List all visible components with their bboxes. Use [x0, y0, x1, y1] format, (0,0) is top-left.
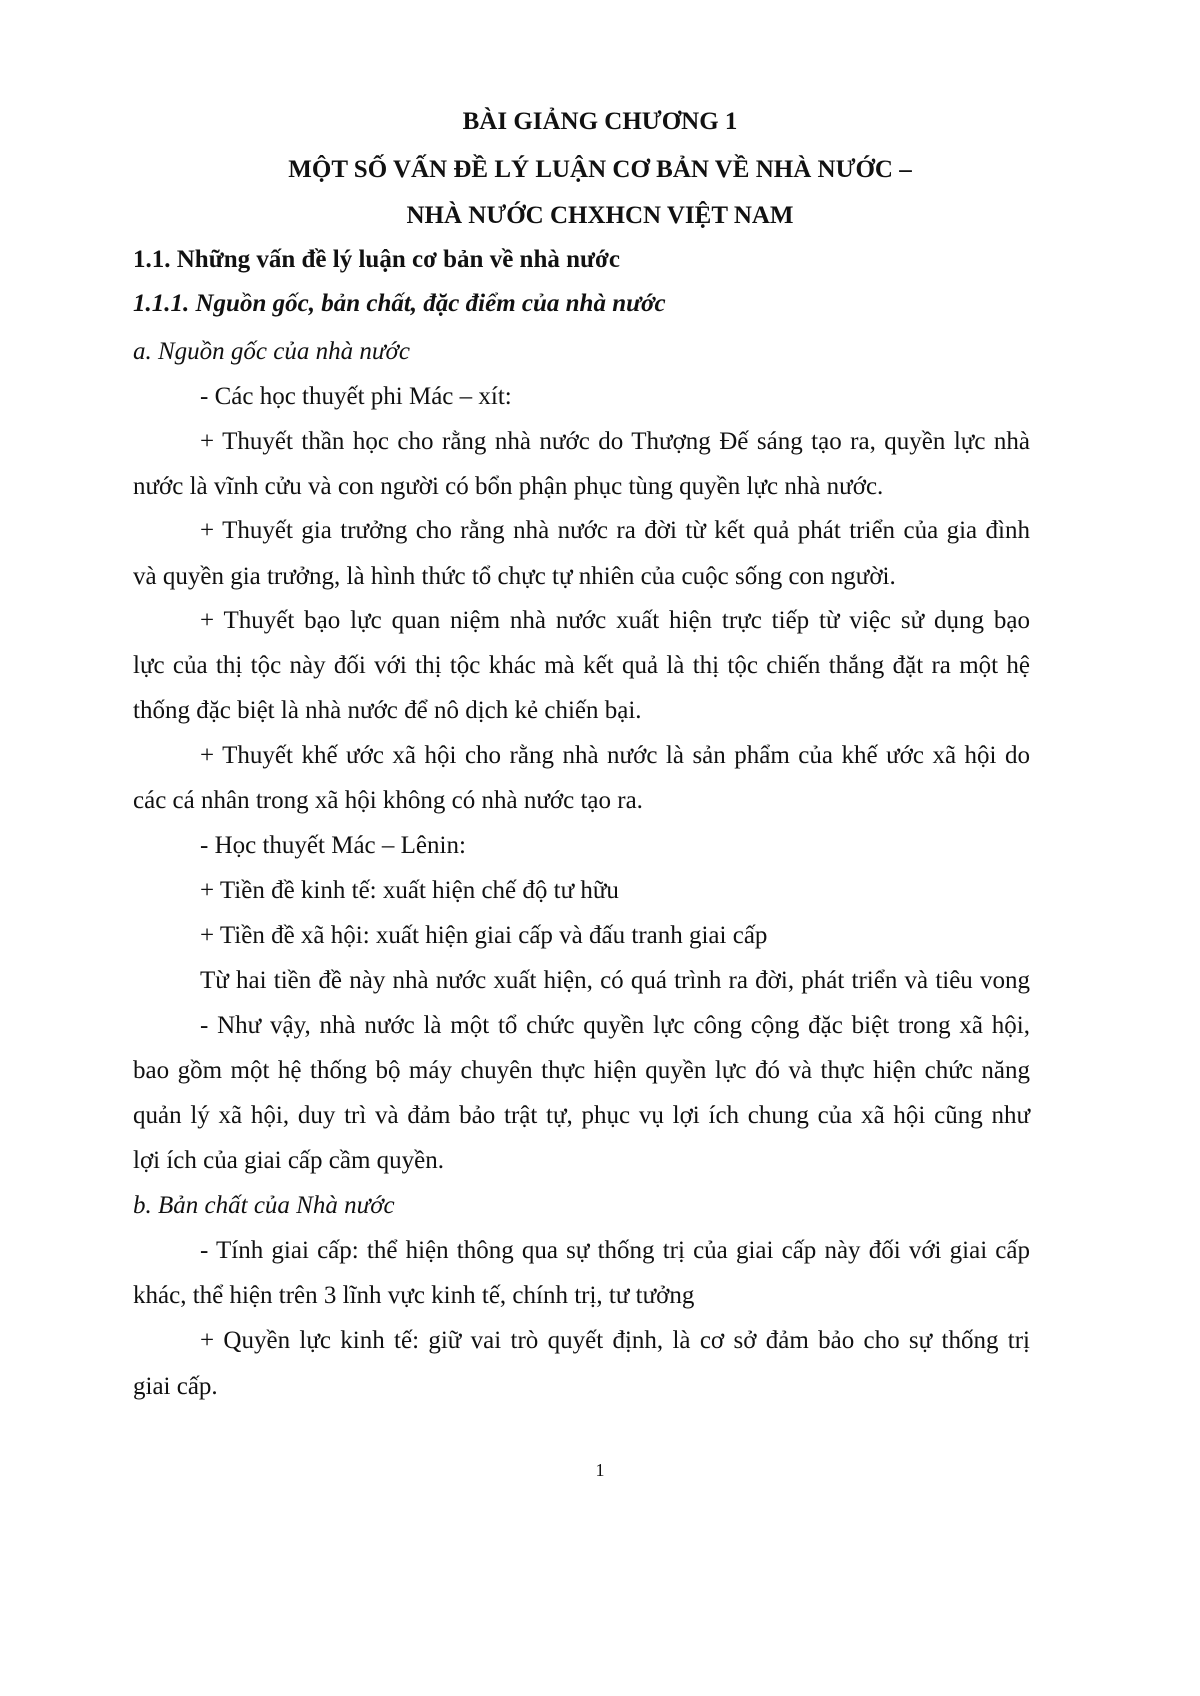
- paragraph-line: Từ hai tiền đề này nhà nước xuất hiện, có quá trình ra đời, phát triển và tiêu vong: [200, 967, 1030, 994]
- paragraph-line: thống đặc biệt là nhà nước để nô dịch kẻ chiến bại.: [133, 697, 642, 724]
- paragraph-line: + Thuyết gia trưởng cho rằng nhà nước ra đời từ kết quả phát triển của gia đình: [200, 517, 1030, 544]
- paragraph-line: các cá nhân trong xã hội không có nhà nước tạo ra.: [133, 787, 643, 814]
- paragraph-line: nước là vĩnh cửu và con người có bổn phận phục tùng quyền lực nhà nước.: [133, 473, 884, 500]
- paragraph-line: + Thuyết bạo lực quan niệm nhà nước xuất hiện trực tiếp từ việc sử dụng bạo: [200, 607, 1030, 634]
- paragraph-line: - Như vậy, nhà nước là một tổ chức quyền lực công cộng đặc biệt trong xã hội,: [200, 1012, 1030, 1039]
- paragraph-line: + Thuyết khế ước xã hội cho rằng nhà nước là sản phẩm của khế ước xã hội do: [200, 742, 1030, 769]
- paragraph-line: + Tiền đề kinh tế: xuất hiện chế độ tư hữu: [200, 877, 619, 904]
- paragraph-line: - Tính giai cấp: thể hiện thông qua sự thống trị của giai cấp này đối với giai cấp: [200, 1237, 1030, 1264]
- paragraph-line: lợi ích của giai cấp cầm quyền.: [133, 1147, 445, 1174]
- paragraph-line: lực của thị tộc này đối với thị tộc khác mà kết quả là thị tộc chiến thắng đặt ra một hệ: [133, 652, 1030, 679]
- paragraph-line: + Tiền đề xã hội: xuất hiện giai cấp và đấu tranh giai cấp: [200, 922, 768, 949]
- title-line-2: MỘT SỐ VẤN ĐỀ LÝ LUẬN CƠ BẢN VỀ NHÀ NƯỚC –: [288, 156, 912, 183]
- paragraph-line: - Học thuyết Mác – Lênin:: [200, 832, 466, 859]
- paragraph-line: khác, thể hiện trên 3 lĩnh vực kinh tế, chính trị, tư tưởng: [133, 1282, 695, 1309]
- title-line-1: BÀI GIẢNG CHƯƠNG 1: [462, 108, 738, 135]
- section-heading-1-1: 1.1. Những vấn đề lý luận cơ bản về nhà nước: [133, 246, 620, 273]
- paragraph-line: + Thuyết thần học cho rằng nhà nước do Thượng Đế sáng tạo ra, quyền lực nhà: [200, 428, 1030, 455]
- subheading-a: a. Nguồn gốc của nhà nước: [133, 338, 410, 365]
- title-line-3: NHÀ NƯỚC CHXHCN VIỆT NAM: [406, 202, 794, 229]
- subheading-b: b. Bản chất của Nhà nước: [133, 1192, 395, 1219]
- paragraph-line: - Các học thuyết phi Mác – xít:: [200, 383, 512, 410]
- paragraph-line: + Quyền lực kinh tế: giữ vai trò quyết định, là cơ sở đảm bảo cho sự thống trị: [200, 1327, 1030, 1354]
- section-heading-1-1-1: 1.1.1. Nguồn gốc, bản chất, đặc điểm của nhà nước: [133, 290, 666, 317]
- page-number: 1: [595, 1460, 605, 1480]
- paragraph-line: quản lý xã hội, duy trì và đảm bảo trật tự, phục vụ lợi ích chung của xã hội cũng như: [133, 1102, 1030, 1129]
- paragraph-line: và quyền gia trưởng, là hình thức tổ chực tự nhiên của cuộc sống con người.: [133, 563, 896, 590]
- paragraph-line: bao gồm một hệ thống bộ máy chuyên thực hiện quyền lực đó và thực hiện chức năng: [133, 1057, 1030, 1084]
- paragraph-line: giai cấp.: [133, 1373, 218, 1400]
